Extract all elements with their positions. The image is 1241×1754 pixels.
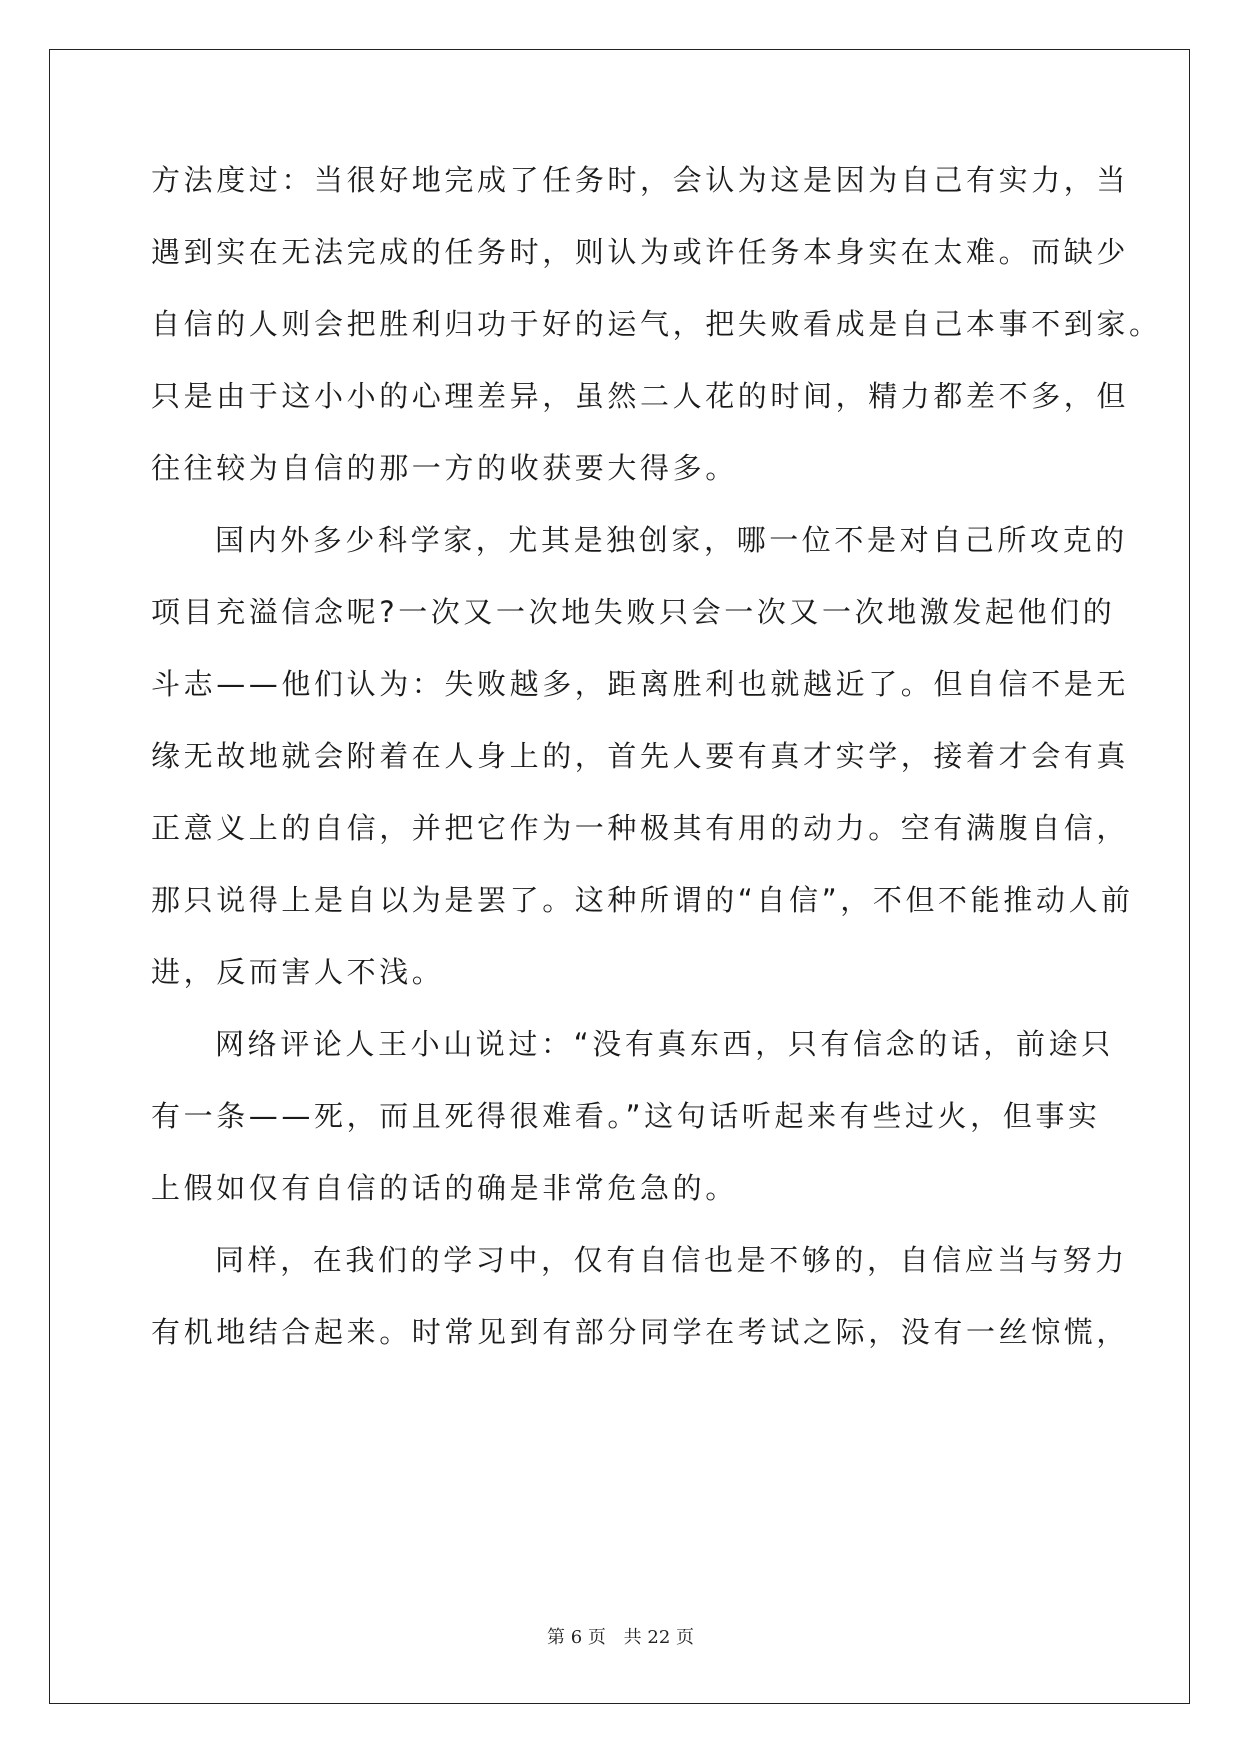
page-border: [49, 49, 1190, 1704]
text-line: 缘无故地就会附着在人身上的，首先人要有真才实学，接着才会有真: [151, 739, 1130, 773]
text-line: 正意义上的自信，并把它作为一种极其有用的动力。空有满腹自信，: [151, 811, 1130, 845]
text-line: 那只说得上是自以为是罢了。这种所谓的“自信”，不但不能推动人前: [151, 883, 1134, 917]
text-line: 遇到实在无法完成的任务时，则认为或许任务本身实在太难。而缺少: [151, 235, 1130, 269]
text-line: 国内外多少科学家，尤其是独创家，哪一位不是对自己所攻克的: [215, 523, 1128, 557]
text-line: 斗志——他们认为：失败越多，距离胜利也就越近了。但自信不是无: [151, 667, 1130, 701]
text-line: 方法度过：当很好地完成了任务时，会认为这是因为自己有实力，当: [151, 163, 1130, 197]
text-line: 进，反而害人不浅。: [151, 955, 445, 989]
text-line: 只是由于这小小的心理差异，虽然二人花的时间，精力都差不多，但: [151, 379, 1130, 413]
text-line: 有机地结合起来。时常见到有部分同学在考试之际，没有一丝惊慌，: [151, 1315, 1130, 1349]
text-line: 往往较为自信的那一方的收获要大得多。: [151, 451, 738, 485]
text-line: 同样，在我们的学习中，仅有自信也是不够的，自信应当与努力: [215, 1243, 1128, 1277]
text-line: 有一条——死，而且死得很难看。”这句话听起来有些过火，但事实: [151, 1099, 1101, 1133]
text-line: 网络评论人王小山说过：“没有真东西，只有信念的话，前途只: [215, 1027, 1114, 1061]
page-footer: [0, 1623, 1241, 1649]
text-line: 自信的人则会把胜利归功于好的运气，把失败看成是自己本事不到家。: [151, 307, 1162, 341]
text-line: 项目充溢信念呢?一次又一次地失败只会一次又一次地激发起他们的: [151, 595, 1116, 629]
total-page-count: 共 22 页: [623, 1627, 694, 1648]
text-line: 上假如仅有自信的话的确是非常危急的。: [151, 1171, 738, 1205]
current-page-number: 第 6 页: [547, 1627, 606, 1648]
